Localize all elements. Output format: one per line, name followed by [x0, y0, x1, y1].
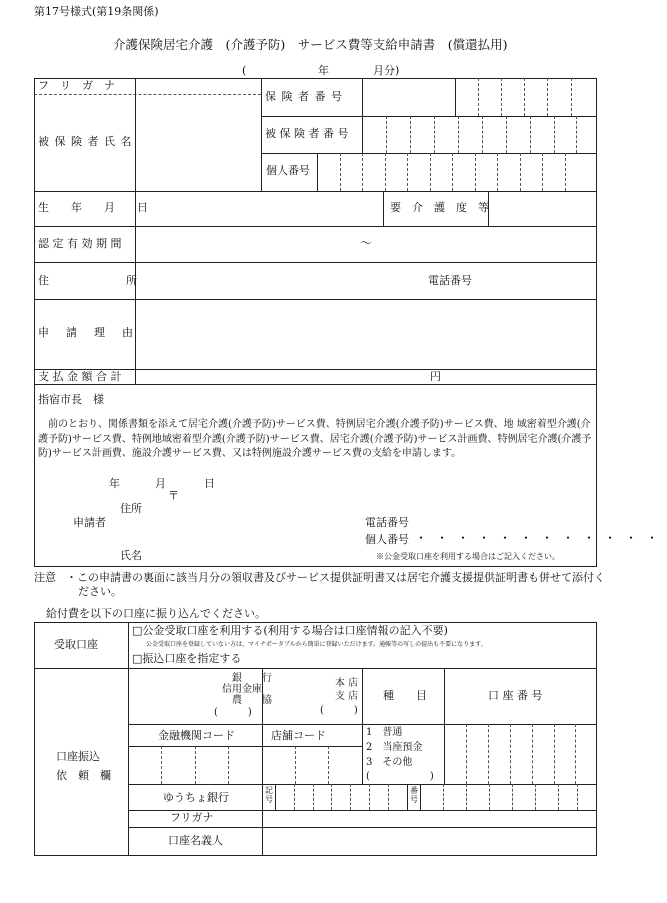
date-year: 年: [109, 477, 120, 490]
bank-code-label: 金融機関コード: [158, 729, 235, 742]
yucho-bank-label: ゆうちょ銀行: [163, 791, 229, 804]
account-type-other-paren: ( ): [366, 771, 434, 782]
yucho-kigo-label: 記号: [265, 786, 273, 804]
account-type-other[interactable]: 3 その他: [366, 757, 413, 768]
transfer-account-option[interactable]: □振込口座を指定する: [132, 652, 242, 665]
request-statement: 前のとおり、関係書類を添えて居宅介護(介護予防)サービス費、特例居宅介護(介護予防)サービス費、地 域密着型介護(介護予防)サービス費、特例地域密着型介護(介護予防)サービス費、居宅介護(介護予防)サービス計画費、特例居宅介護(介護予防)サービス計画費、施設介護サービス費、又は特例施設介護サービス費の支給を申請します。: [38, 419, 592, 459]
applicant-label: 申請者: [73, 516, 106, 529]
postal-mark: 〒: [168, 489, 179, 502]
branch-name-paren: ( ): [320, 705, 358, 716]
reason-label: 申 請 理 由: [38, 326, 136, 339]
receive-account-label: 受取口座: [54, 638, 98, 651]
branch-office-label: 支 店: [335, 691, 359, 702]
phone-label: 電話番号: [428, 274, 472, 287]
bank-name-paren: ( ): [214, 707, 252, 718]
address-label: 住 所: [38, 274, 137, 287]
transfer-request-label-2: 依 頼 欄: [56, 769, 111, 782]
holder-furigana-label: フリガナ: [170, 811, 214, 824]
total-amount-label: 支 払 金 額 合 計: [38, 370, 122, 383]
account-number-header: 口 座 番 号: [488, 689, 543, 702]
public-account-option-note: 公金受取口座を登録していない方は、マイナポータブルから簡単に登録いただけます。通帳等の写しの提出も不要になります。: [146, 641, 487, 648]
caution-text: ・この申請書の裏面に該当月分の領収書及びサービス提供証明書又は居宅介護支援提供証明書も併せて添付ください。: [66, 571, 605, 599]
applicant-phone-label: 電話番号: [365, 516, 409, 529]
applicant-personal-number-label: 個人番号: [365, 533, 409, 546]
personal-number-dots: ・・・・・・・・・・・・: [415, 531, 667, 545]
bank-type-bank: 銀 行: [232, 673, 272, 684]
transfer-intro: 給付費を以下の口座に振り込んでください。: [46, 607, 266, 620]
furigana-label: フ リ ガ ナ: [38, 79, 115, 92]
public-account-note: ※公金受取口座を利用する場合はご記入ください。: [376, 552, 560, 561]
insured-name-label: 被 保 険 者 氏 名: [38, 135, 133, 148]
applicant-name-label: 氏名: [120, 549, 142, 562]
personal-number-label: 個人番号: [266, 164, 310, 177]
yen-unit: 円: [430, 370, 441, 383]
account-holder-label: 口座名義人: [168, 834, 223, 847]
addressee: 指宿市長 様: [38, 393, 104, 406]
period-month-label: 月分): [373, 64, 400, 77]
form-title: 介護保険居宅介護 (介護予防) サービス費等支給申請書 (償還払用): [113, 37, 508, 52]
transfer-request-label-1: 口座振込: [56, 750, 100, 763]
birthdate-label: 生 年 月 日: [38, 201, 148, 214]
bank-type-agricultural-coop: 農 協: [232, 695, 272, 706]
caution-label: 注意: [34, 571, 56, 584]
account-type-current[interactable]: 2 当座預金: [366, 742, 423, 753]
head-office-label: 本 店: [335, 678, 359, 689]
insurer-number-label: 保 険 者 番 号: [265, 90, 343, 103]
care-level-label: 要 介 護 度 等: [390, 201, 489, 214]
account-type-ordinary[interactable]: 1 普通: [366, 727, 403, 738]
public-account-option[interactable]: □公金受取口座を利用する(利用する場合は口座情報の記入不要): [132, 624, 448, 637]
bank-type-credit-union: 信用金庫: [222, 684, 262, 695]
period-tilde: ～: [360, 236, 373, 250]
yucho-bango-label: 番号: [410, 786, 418, 804]
form-number: 第17号様式(第19条関係): [34, 5, 159, 18]
insured-number-label: 被 保 険 者 番 号: [265, 127, 349, 140]
certification-period-label: 認 定 有 効 期 間: [38, 237, 122, 250]
applicant-address-label: 住所: [120, 502, 142, 515]
branch-code-label: 店舗コード: [271, 729, 326, 742]
date-day: 日: [204, 477, 215, 490]
account-type-header: 種 目: [383, 689, 427, 702]
period-open-paren: (: [242, 64, 247, 77]
date-month: 月: [155, 477, 166, 490]
period-year-label: 年: [318, 64, 329, 77]
